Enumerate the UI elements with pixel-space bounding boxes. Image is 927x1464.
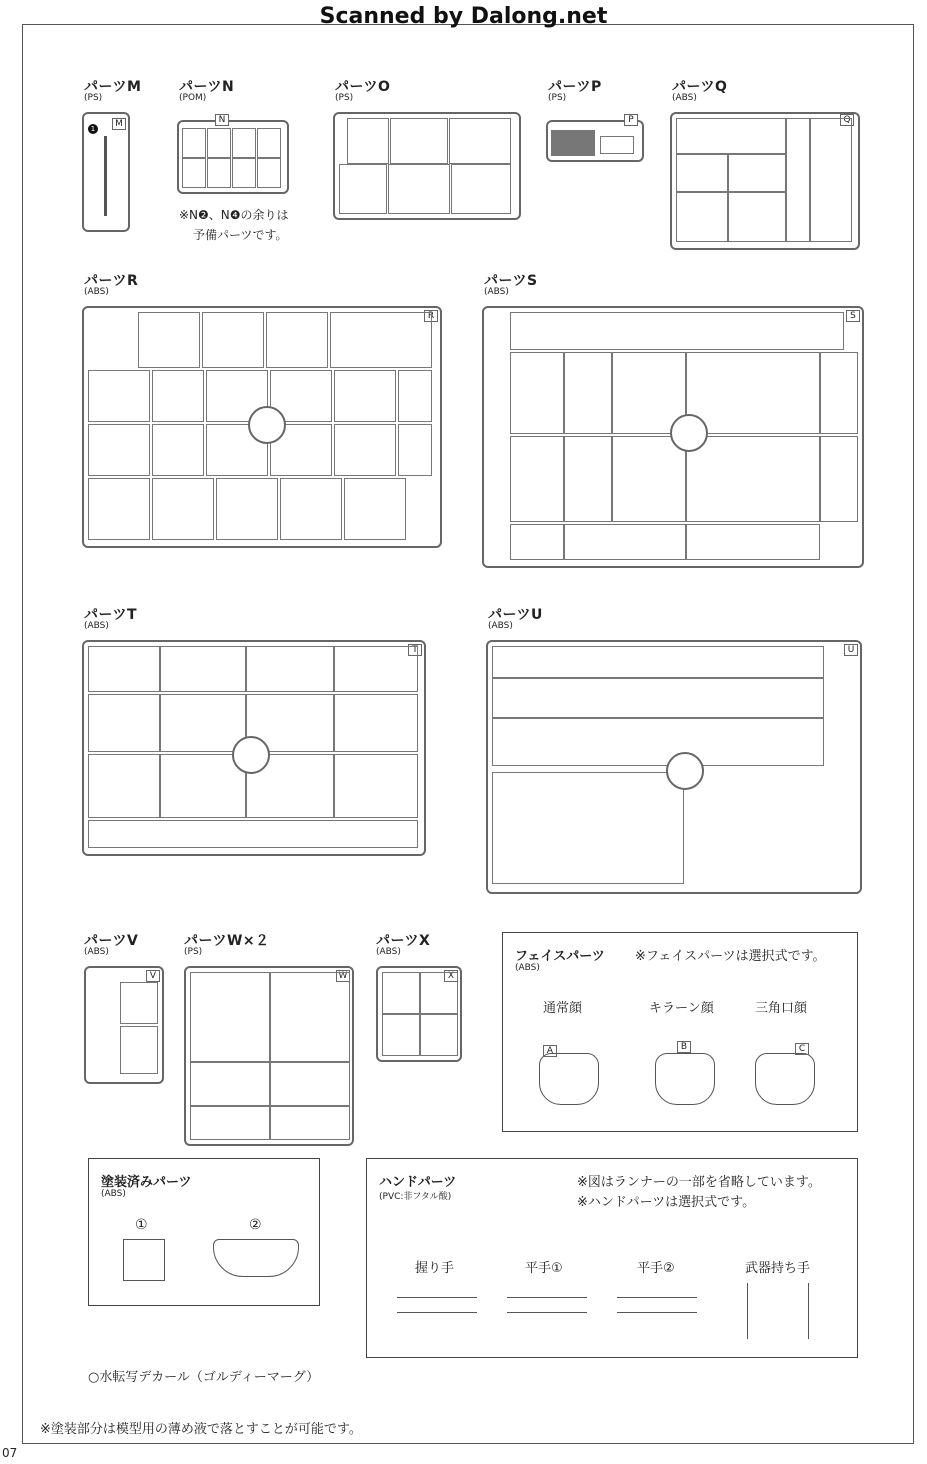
part-cell [676,192,728,242]
part-cell [449,118,511,164]
part-cell [728,192,786,242]
part-cell [334,370,396,422]
face-letter-a: A [543,1045,557,1057]
part-cell [160,694,246,752]
painted-parts-box [88,1158,320,1306]
part-cell [270,972,350,1062]
part-cell [232,158,256,188]
runner-n-material: (POM) [179,93,207,103]
runner-s-letter: S [846,310,860,322]
painted-item-2-label: ② [249,1217,262,1233]
runner-m-material: (PS) [84,93,103,103]
part-cell [88,754,160,818]
painted-parts-material: (ABS) [101,1189,126,1199]
runner-q-material: (ABS) [672,93,697,103]
part-cell [420,972,458,1014]
part-cell [120,982,158,1024]
part-cell [334,646,418,692]
part-cell [334,694,418,752]
part-cell [786,118,810,242]
hand-label-fist: 握り手 [415,1261,455,1276]
part-cell [88,370,150,422]
runner-n-note-2: 予備パーツです。 [193,228,288,242]
part-cell [257,128,281,158]
hand-parts-box [366,1158,858,1358]
part-cell [190,1062,270,1106]
runner-r [82,306,442,548]
part-cell [820,436,858,522]
runner-n-title: パーツN [179,79,235,95]
part-cell [334,424,396,476]
part-cell [686,352,820,434]
part-cell [398,370,432,422]
part-cell [388,164,450,214]
part-cell [88,694,160,752]
painted-part-1 [123,1239,165,1281]
part-cell [382,972,420,1014]
runner-m [82,112,130,232]
runner-v-title: パーツV [84,933,139,949]
part-cell [564,352,612,434]
face-label-kiraan: キラーン顔 [649,1001,714,1016]
part-cell [686,436,820,522]
part-cell [686,524,820,560]
part-cell [382,1014,420,1056]
part-cell [216,478,278,540]
hand-parts-material: (PVC:非フタル酸) [379,1192,452,1202]
face-label-normal: 通常顔 [543,1001,583,1016]
runner-u-letter: U [844,644,858,656]
part-cell [88,478,150,540]
runner-m-title: パーツM [84,79,142,95]
runner-u [486,640,862,894]
face-parts-title: フェイスパーツ [515,949,605,964]
part-cell [88,820,418,848]
painted-part [551,130,595,156]
runner-gate-circle [666,752,704,790]
decal-note: ○水転写デカール（ゴルディーマーグ） [88,1370,320,1385]
part-cell [190,972,270,1062]
part-cell [510,352,564,434]
runner-n-letter: N [215,114,229,126]
part-shape [104,136,107,216]
runner-w-material: (PS) [184,947,203,957]
face-parts-material: (ABS) [515,963,540,973]
runner-gate-circle [232,736,270,774]
part-cell [492,718,824,766]
runner-w-title: パーツW×２ [184,933,270,949]
part-cell [600,136,634,154]
runner-n [177,115,289,194]
runner-o [333,112,521,220]
hand-parts-note-1: ※図はランナーの一部を省略しています。 [577,1175,821,1190]
runner-v-material: (ABS) [84,947,109,957]
part-cell [207,158,231,188]
runner-v-letter: V [146,970,160,982]
part-cell [232,128,256,158]
runner-t [82,640,426,856]
runner-q [670,112,860,250]
runner-r-material: (ABS) [84,287,109,297]
face-shape [539,1053,599,1105]
runner-t-material: (ABS) [84,621,109,631]
runner-u-title: パーツU [488,607,543,623]
part-cell [202,312,264,368]
runner-p-title: パーツP [548,79,602,95]
runner-t-title: パーツT [84,607,137,623]
face-letter-c: C [795,1043,809,1055]
hand-label-open-2: 平手② [637,1261,675,1276]
face-label-triangle: 三角口顔 [755,1001,808,1016]
part-cell [390,118,448,164]
runner-gate-circle [248,406,286,444]
runner-q-letter: Q [840,114,854,126]
runner-s [482,306,864,568]
hand-runner-shape [617,1297,697,1313]
runner-w [184,966,354,1146]
part-cell [120,1026,158,1074]
runner-x-material: (ABS) [376,947,401,957]
part-cell [492,772,684,884]
part-cell [152,424,204,476]
part-cell [510,524,564,560]
part-cell [138,312,200,368]
part-cell [266,312,328,368]
part-cell [182,128,206,158]
part-cell [339,164,387,214]
painted-part-2 [213,1239,299,1277]
part-cell [612,436,686,522]
part-cell [160,646,246,692]
part-cell [334,754,418,818]
runner-t-letter: T [408,644,422,656]
part-cell [207,128,231,158]
part-cell [492,646,824,678]
runner-p [546,115,644,162]
part-cell [676,118,786,154]
runner-o-material: (PS) [335,93,354,103]
part-cell [492,678,824,718]
part-cell [398,424,432,476]
part-cell [451,164,511,214]
hand-label-open-1: 平手① [525,1261,563,1276]
part-cell [88,646,160,692]
runner-v [84,966,164,1084]
part-cell [246,646,334,692]
runner-s-material: (ABS) [484,287,509,297]
part-cell [270,1106,350,1140]
painted-parts-title: 塗装済みパーツ [101,1175,192,1190]
runner-r-letter: R [424,310,438,322]
runner-x-title: パーツX [376,933,431,949]
part-cell [257,158,281,188]
hand-runner-shape [397,1297,477,1313]
part-number: 1 [88,124,98,134]
part-cell [564,524,686,560]
runner-x-letter: X [444,970,458,982]
part-cell [810,118,852,242]
part-cell [152,370,204,422]
hand-parts-note-2: ※ハンドパーツは選択式です。 [577,1195,756,1210]
watermark: Scanned by Dalong.net [319,4,608,29]
runner-m-letter: M [112,118,126,130]
hand-parts-title: ハンドパーツ [379,1175,457,1190]
face-shape [755,1053,815,1105]
runner-n-note-1: ※N❷、N❹の余りは [179,208,289,222]
painted-item-1-label: ① [135,1217,148,1233]
part-cell [676,154,728,192]
part-cell [728,154,786,192]
runner-w-letter: W [336,970,350,982]
part-cell [344,478,406,540]
face-parts-box [502,932,858,1132]
runner-x [376,966,462,1062]
part-cell [820,352,858,434]
page-number: 07 [2,1446,18,1460]
hand-runner-shape [507,1297,587,1313]
part-cell [182,158,206,188]
hand-label-weapon: 武器持ち手 [745,1261,811,1276]
runner-q-title: パーツQ [672,79,728,95]
part-cell [152,478,214,540]
face-letter-b: B [677,1041,691,1053]
hand-runner-shape [747,1283,809,1339]
part-cell [420,1014,458,1056]
part-cell [510,312,844,350]
part-cell [270,1062,350,1106]
footnote: ※塗装部分は模型用の薄め液で落とすことが可能です。 [40,1422,362,1437]
part-cell [88,424,150,476]
runner-p-material: (PS) [548,93,567,103]
part-cell [510,436,564,522]
part-cell [190,1106,270,1140]
part-cell [347,118,389,164]
runner-gate-circle [670,414,708,452]
runner-u-material: (ABS) [488,621,513,631]
runner-r-title: パーツR [84,273,139,289]
part-cell [564,436,612,522]
part-cell [330,312,432,368]
runner-p-letter: P [624,114,638,126]
runner-s-title: パーツS [484,273,538,289]
face-shape [655,1053,715,1105]
runner-o-title: パーツO [335,79,391,95]
part-cell [280,478,342,540]
face-parts-note: ※フェイスパーツは選択式です。 [635,949,826,964]
